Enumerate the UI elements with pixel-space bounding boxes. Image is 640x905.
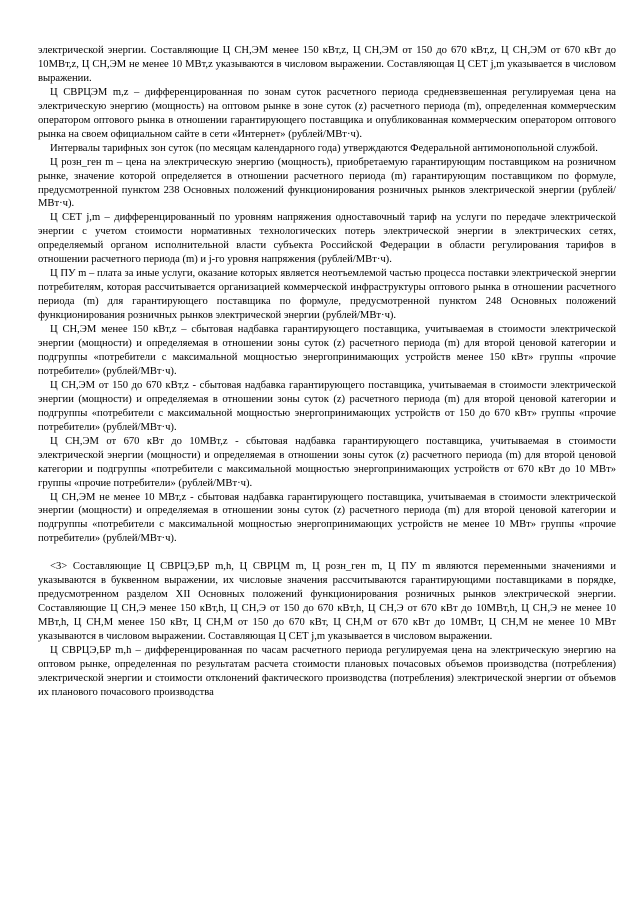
paragraph-4: Ц розн_ген m – цена на электрическую энергию (мощность), приобретаемую гарантирующим поставщиком на розничном рынке, значение которой определяется в отношении расчетного периода (m) гарантирующим поставщиком по формуле, предусмотренной пунктом 238 Основных положений функционирования розничных рынков электрической энергии (рублей/МВт·ч). [38, 156, 616, 210]
paragraph-8: Ц СН,ЭМ от 150 до 670 кВт,z - сбытовая надбавка гарантирующего поставщика, учитываемая в стоимости электрической энергии (мощности) и определяемая в отношении зоны суток (z) расчетного периода (m) для второй ценовой категории и подгруппы «потребители с максимальной мощностью энергопринимающих устройств от 150 до 670 кВт» группы «прочие потребители» (рублей/МВт·ч). [38, 379, 616, 433]
paragraph-2: Ц СВРЦЭМ m,z – дифференцированная по зонам суток расчетного периода средневзвешенная регулируемая цена на электрическую энергию (мощность) на оптовом рынке в зоне суток (z) расчетного периода (m), определенная коммерческим оператором оптового рынка в отношении гарантирующего поставщика и опубликованная коммерческим оператором оптового рынка на своем официальном сайте в сети «Интернет» (рублей/МВт·ч). [38, 86, 616, 140]
paragraph-7: Ц СН,ЭМ менее 150 кВт,z – сбытовая надбавка гарантирующего поставщика, учитываемая в стоимости электрической энергии (мощности) и определяемая в отношении зоны суток (z) расчетного периода (m) для второй ценовой категории и подгруппы «потребители с максимальной мощностью энергопринимающих устройств менее 150 кВт» группы «прочие потребители» (рублей/МВт·ч). [38, 324, 616, 377]
paragraph-1: электрической энергии. Составляющие Ц СН,ЭМ менее 150 кВт,z, Ц СН,ЭМ от 150 до 670 кВт,z, Ц СН,ЭМ от 670 кВт до 10МВт,z, Ц СН,ЭМ не менее 10 МВт,z указываются в числовом выражении. Составляющая Ц СЕТ j,m указывается в числовом выражении. [38, 45, 616, 84]
paragraph-5: Ц СЕТ j,m – дифференцированный по уровням напряжения одноставочный тариф на услуги по передаче электрической энергии с учетом стоимости нормативных технологических потерь электрической энергии в электрических сетях, определяемый органом исполнительной власти субъекта Российской Федерации в области регулирования тарифов в отношении расчетного периода (m) и j-го уровня напряжения (рублей/МВт·ч). [38, 212, 616, 266]
paragraph-6: Ц ПУ m – плата за иные услуги, оказание которых является неотъемлемой частью процесса поставки электрической энергии потребителям, которая рассчитывается организацией коммерческой инфраструктуры оптового рынка в отношении расчетного периода (m) для гарантирующего поставщика по формуле, предусмотренной пунктом 248 Основных положений функционирования розничных рынков электрической энергии (рублей/МВт·ч). [38, 268, 616, 322]
paragraph-10: Ц СН,ЭМ не менее 10 МВт,z - сбытовая надбавка гарантирующего поставщика, учитываемая в стоимости электрической энергии (мощности) и определяемая в отношении зоны суток (z) расчетного периода (m) для второй ценовой категории и подгруппы «потребители с максимальной мощностью энергопринимающих устройств не менее 10 МВт» группы «прочие потребители» (рублей/МВт·ч). [38, 491, 616, 545]
paragraph-footnote-3: <3> Составляющие Ц СВРЦЭ,БР m,h, Ц СВРЦМ m, Ц розн_ген m, Ц ПУ m являются переменными значениями и указываются в буквенном выражении, их числовые значения рассчитываются гарантирующими поставщиками в порядке, предусмотренном разделом XII Основных положений функционирования розничных рынков электрической энергии. Составляющие Ц СН,Э менее 150 кВт,h, Ц СН,Э от 150 до 670 кВт,h, Ц СН,Э от 670 кВт до 10МВт,h, Ц СН,Э не менее 10 МВт,h, Ц СН,М менее 150 кВт, Ц СН,М от 150 до 670 кВт, Ц СН,М от 670 кВт до 10МВт, Ц СН,М не менее 10 МВт указываются в числовом выражении. Составляющая Ц СЕТ j,m указывается в числовом выражении. [38, 561, 616, 643]
paragraph-9: Ц СН,ЭМ от 670 кВт до 10МВт,z - сбытовая надбавка гарантирующего поставщика, учитываемая в стоимости электрической энергии (мощности) и определяемая в отношении зоны суток (z) расчетного периода (m) для второй ценовой категории и подгруппы «потребители с максимальной мощностью энергопринимающих устройств от 670 кВт до 10 МВт» группы «прочие потребители» (рублей/МВт·ч). [38, 435, 616, 489]
paragraph-3: Интервалы тарифных зон суток (по месяцам календарного года) утверждаются Федеральной антимонопольной службой. [50, 142, 598, 154]
paragraph-12: Ц СВРЦЭ,БР m,h – дифференцированная по часам расчетного периода регулируемая цена на электрическую энергию на оптовом рынке, определенная по результатам расчета стоимости плановых почасовых объемов производства (потребления) электрической энергии и стоимости отклонений фактического производства (потребления) электрической энергии от объемов их планового почасового производства [38, 645, 616, 698]
